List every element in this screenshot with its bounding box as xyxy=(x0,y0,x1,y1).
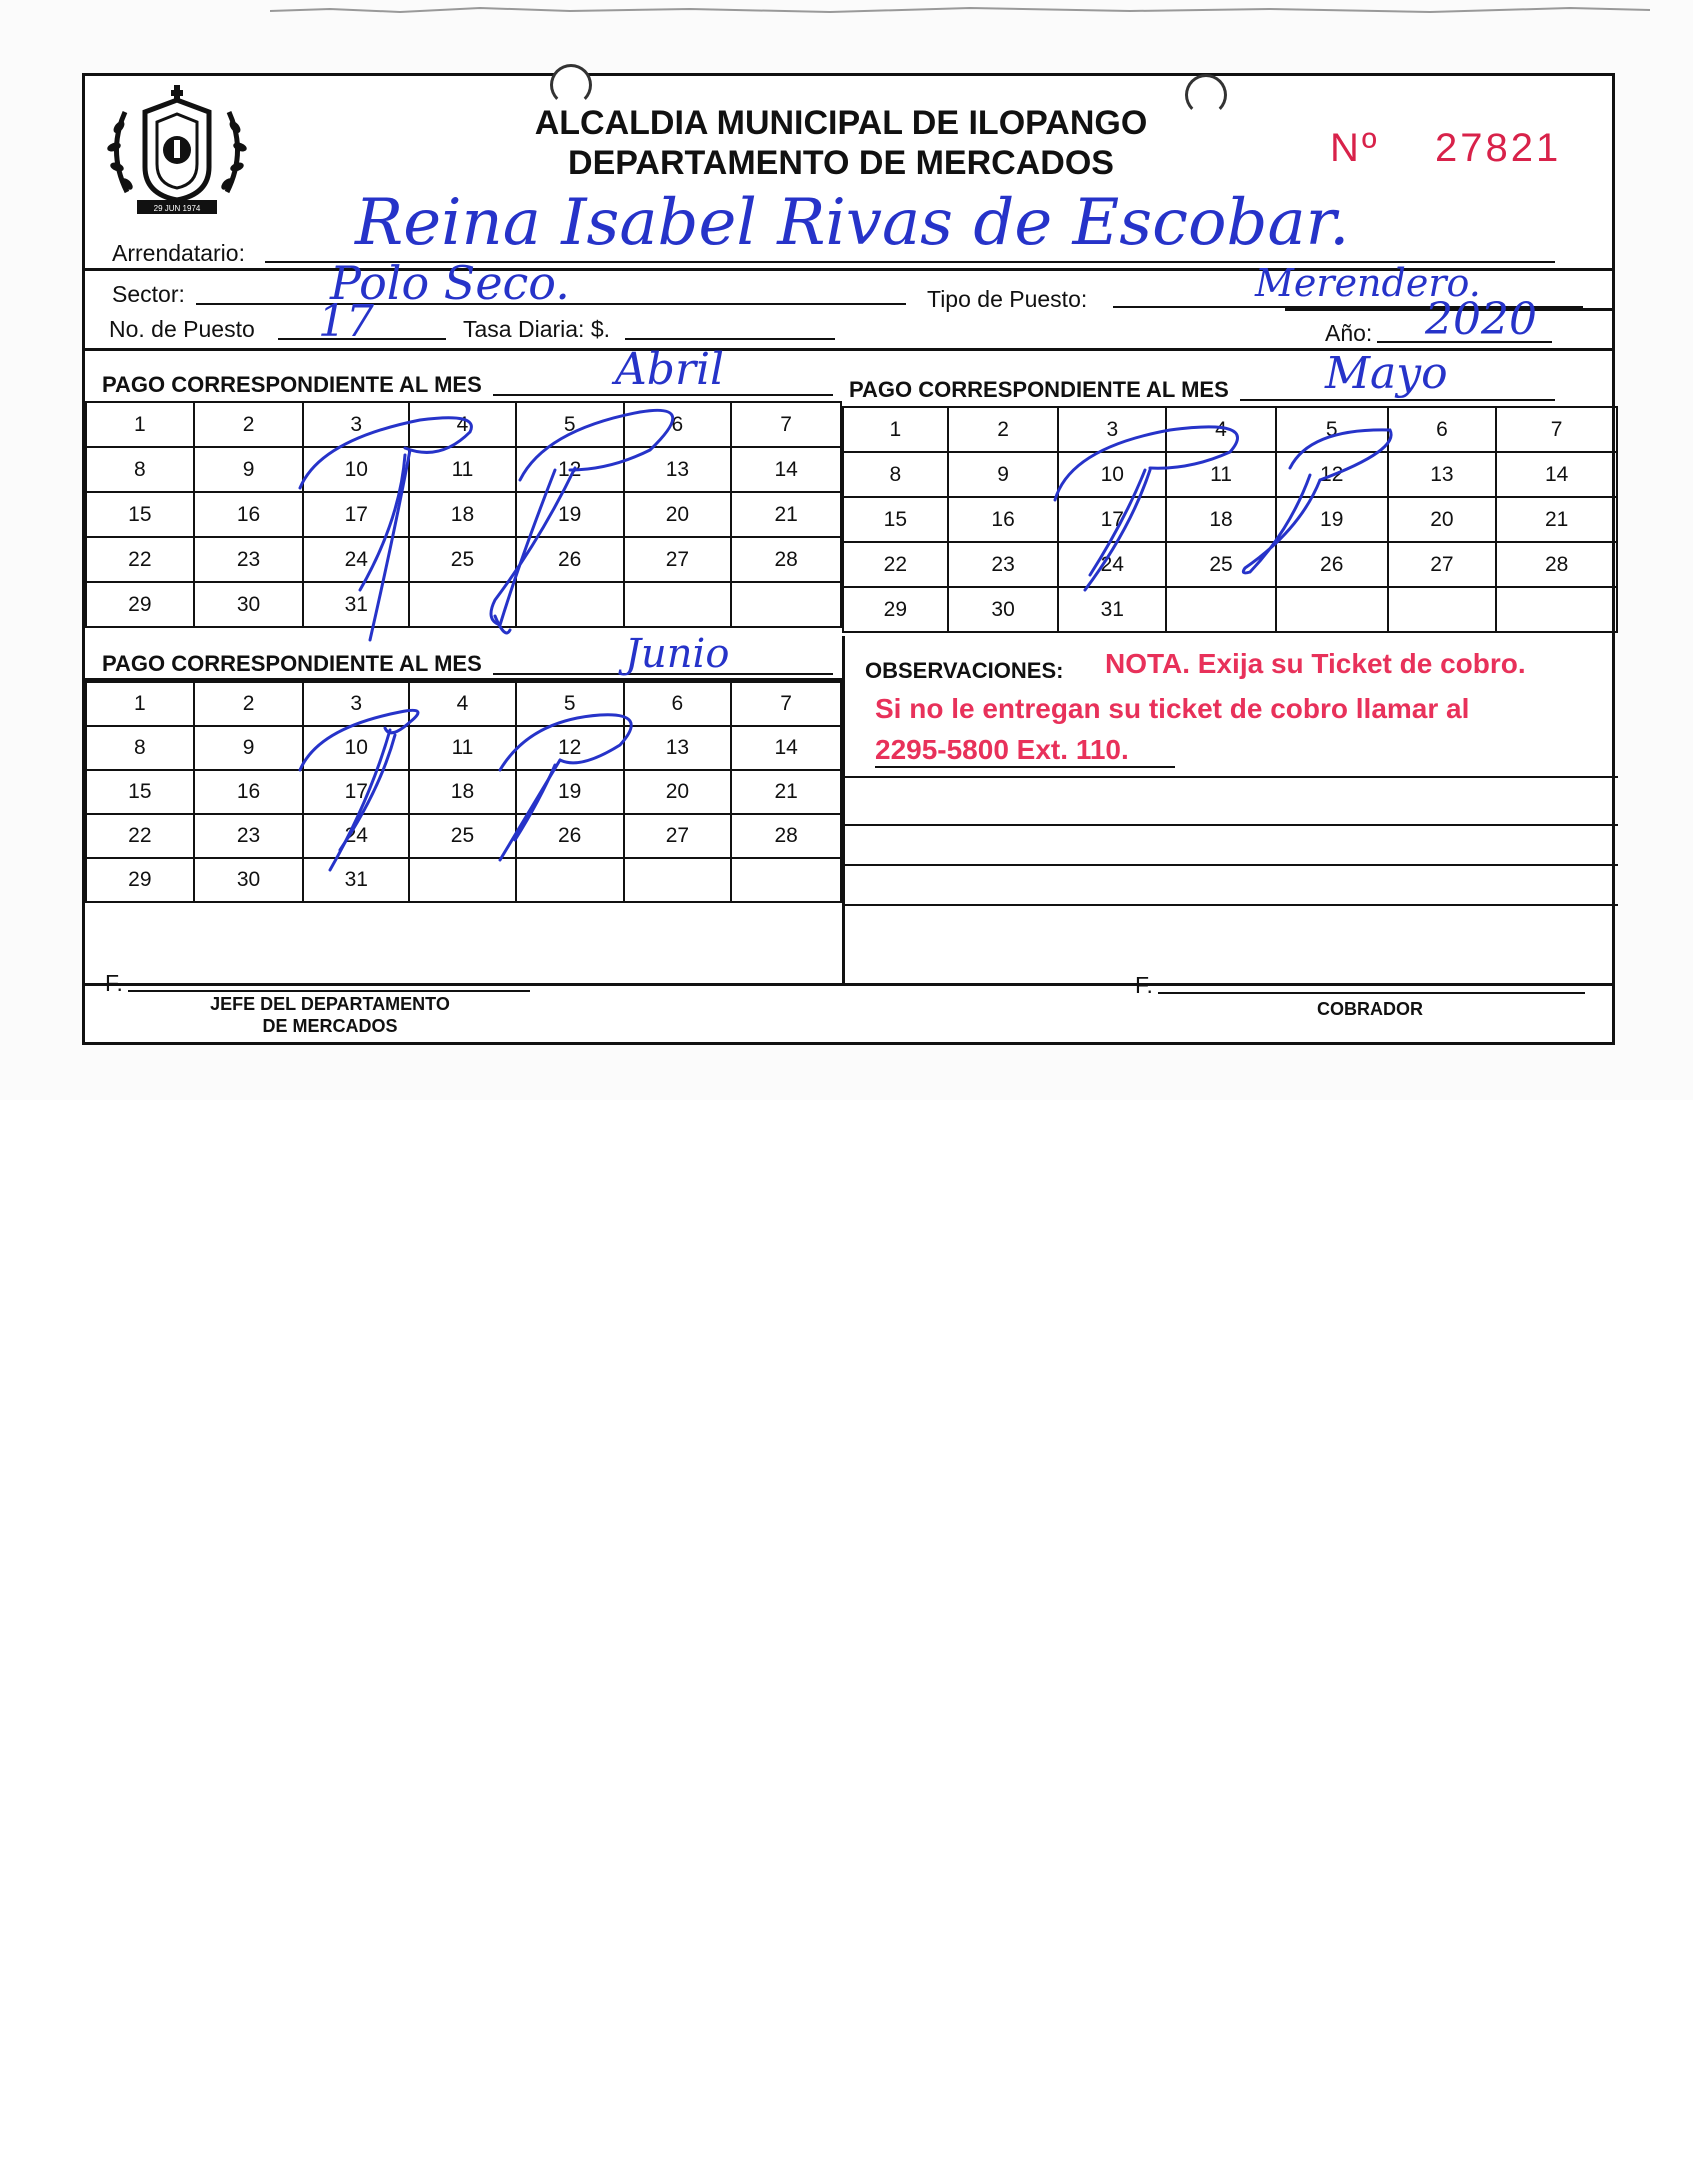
day-cell: 21 xyxy=(1496,497,1617,542)
day-cell: 5 xyxy=(1276,407,1388,452)
day-cell: 19 xyxy=(1276,497,1388,542)
day-cell: 6 xyxy=(624,402,732,447)
day-cell: 28 xyxy=(731,537,841,582)
day-cell: 17 xyxy=(303,770,409,814)
day-cell: 12 xyxy=(1276,452,1388,497)
day-cell: 22 xyxy=(86,537,194,582)
month-1-value: Abril xyxy=(615,344,725,395)
day-cell: 20 xyxy=(1388,497,1497,542)
day-cell: 16 xyxy=(194,770,304,814)
day-cell: 22 xyxy=(843,542,948,587)
day-cell: 24 xyxy=(303,814,409,858)
sector-label: Sector: xyxy=(112,281,185,307)
nota-line-3: 2295-5800 Ext. 110. xyxy=(875,734,1129,765)
day-cell: 16 xyxy=(948,497,1059,542)
month-3-label: PAGO CORRESPONDIENTE AL MES xyxy=(102,651,482,676)
day-cell: 24 xyxy=(1058,542,1166,587)
day-cell: 5 xyxy=(516,682,624,726)
day-cell: 9 xyxy=(194,447,304,492)
day-cell: 5 xyxy=(516,402,624,447)
day-cell: 15 xyxy=(86,492,194,537)
payment-mark xyxy=(300,418,471,488)
payment-mark xyxy=(1055,427,1238,500)
payment-mark xyxy=(370,450,410,640)
signature-left-prefix: F. xyxy=(105,970,123,996)
day-cell: 10 xyxy=(1058,452,1166,497)
payment-mark xyxy=(491,468,575,625)
day-cell: 14 xyxy=(1496,452,1617,497)
day-cell: 28 xyxy=(1496,542,1617,587)
tipo-puesto-label: Tipo de Puesto: xyxy=(927,286,1088,312)
day-cell: 9 xyxy=(948,452,1059,497)
day-cell: 20 xyxy=(624,492,732,537)
day-cell: 21 xyxy=(731,770,841,814)
day-cell: 19 xyxy=(516,770,624,814)
day-cell: 2 xyxy=(194,682,304,726)
day-cell: 30 xyxy=(948,587,1059,632)
title-line-2: DEPARTAMENTO DE MERCADOS xyxy=(568,144,1114,182)
day-cell: 20 xyxy=(624,770,732,814)
tipo-puesto-value: Merendero. xyxy=(1255,261,1481,305)
observaciones-label: OBSERVACIONES: xyxy=(865,658,1064,683)
day-cell: 16 xyxy=(194,492,304,537)
day-cell: 19 xyxy=(516,492,624,537)
day-cell: 17 xyxy=(1058,497,1166,542)
payment-mark xyxy=(300,710,418,770)
day-cell: 14 xyxy=(731,447,841,492)
day-cell: 26 xyxy=(1276,542,1388,587)
day-cell: 3 xyxy=(303,682,409,726)
day-cell: 26 xyxy=(516,814,624,858)
month-2-value: Mayo xyxy=(1325,348,1448,399)
day-cell: 29 xyxy=(86,582,194,627)
day-cell: 10 xyxy=(303,447,409,492)
payment-mark xyxy=(500,715,631,770)
day-cell: 7 xyxy=(1496,407,1617,452)
month-3-value: Junio xyxy=(625,631,730,677)
day-cell: 4 xyxy=(409,682,516,726)
day-cell: 23 xyxy=(948,542,1059,587)
day-cell: 11 xyxy=(409,447,516,492)
day-cell: 13 xyxy=(624,726,732,770)
puesto-value: 17 xyxy=(318,296,374,347)
day-cell: 2 xyxy=(194,402,304,447)
day-cell: 26 xyxy=(516,537,624,582)
day-cell: 1 xyxy=(843,407,948,452)
day-cell: 8 xyxy=(86,447,194,492)
day-cell: 3 xyxy=(1058,407,1166,452)
day-cell: 27 xyxy=(1388,542,1497,587)
day-cell: 9 xyxy=(194,726,304,770)
day-cell: 25 xyxy=(409,537,516,582)
month-2-label: PAGO CORRESPONDIENTE AL MES xyxy=(849,377,1229,402)
day-cell: 29 xyxy=(86,858,194,902)
tasa-diaria-label: Tasa Diaria: $. xyxy=(463,316,611,342)
anio-value: 2020 xyxy=(1425,294,1537,345)
day-cell: 6 xyxy=(1388,407,1497,452)
payment-mark xyxy=(1290,430,1391,480)
puesto-label: No. de Puesto xyxy=(109,316,255,342)
day-cell: 21 xyxy=(731,492,841,537)
day-cell: 17 xyxy=(303,492,409,537)
day-cell: 28 xyxy=(731,814,841,858)
day-cell: 31 xyxy=(303,582,409,627)
day-cell: 7 xyxy=(731,682,841,726)
day-cell: 6 xyxy=(624,682,732,726)
payment-mark xyxy=(520,410,673,480)
day-cell: 10 xyxy=(303,726,409,770)
payment-mark xyxy=(360,455,405,590)
day-cell: 1 xyxy=(86,682,194,726)
seal-text: 29 JUN 1974 xyxy=(153,204,201,213)
day-cell: 13 xyxy=(624,447,732,492)
day-cell: 29 xyxy=(843,587,948,632)
day-cell: 4 xyxy=(409,402,516,447)
day-cell: 30 xyxy=(194,858,304,902)
day-cell: 31 xyxy=(1058,587,1166,632)
arrendatario-label: Arrendatario: xyxy=(112,240,245,266)
month-1-label: PAGO CORRESPONDIENTE AL MES xyxy=(102,372,482,397)
signature-right-prefix: F. xyxy=(1135,972,1153,998)
day-cell: 18 xyxy=(409,492,516,537)
day-cell: 2 xyxy=(948,407,1059,452)
day-cell: 27 xyxy=(624,537,732,582)
day-cell: 8 xyxy=(843,452,948,497)
anio-label: Año: xyxy=(1325,320,1373,346)
title-line-1: ALCALDIA MUNICIPAL DE ILOPANGO xyxy=(534,104,1148,142)
payment-mark xyxy=(1243,475,1320,573)
day-cell: 30 xyxy=(194,582,304,627)
day-cell: 8 xyxy=(86,726,194,770)
arrendatario-value: Reina Isabel Rivas de Escobar. xyxy=(355,186,1350,260)
payment-mark xyxy=(1090,470,1145,575)
signature-left-title-1: JEFE DEL DEPARTAMENTO xyxy=(210,994,450,1014)
day-cell: 12 xyxy=(516,726,624,770)
day-cell: 11 xyxy=(1166,452,1276,497)
day-cell: 3 xyxy=(303,402,409,447)
day-cell: 25 xyxy=(409,814,516,858)
day-cell: 14 xyxy=(731,726,841,770)
day-cell: 13 xyxy=(1388,452,1497,497)
sector-value: Polo Seco. xyxy=(330,256,570,310)
day-cell: 24 xyxy=(303,537,409,582)
day-cell: 12 xyxy=(516,447,624,492)
day-cell: 11 xyxy=(409,726,516,770)
day-cell: 25 xyxy=(1166,542,1276,587)
day-cell: 23 xyxy=(194,814,304,858)
day-cell: 18 xyxy=(409,770,516,814)
nota-line-2: Si no le entregan su ticket de cobro llamar al xyxy=(875,693,1470,724)
signature-right-title: COBRADOR xyxy=(1317,999,1423,1019)
day-cell: 22 xyxy=(86,814,194,858)
form-number: 27821 xyxy=(1435,126,1562,170)
form-number-label: Nº xyxy=(1330,126,1380,170)
day-cell: 1 xyxy=(86,402,194,447)
day-cell: 4 xyxy=(1166,407,1276,452)
day-cell: 23 xyxy=(194,537,304,582)
day-cell: 15 xyxy=(86,770,194,814)
nota-line-1: NOTA. Exija su Ticket de cobro. xyxy=(1105,648,1526,679)
day-cell: 31 xyxy=(303,858,409,902)
day-cell: 27 xyxy=(624,814,732,858)
signature-left-title-2: DE MERCADOS xyxy=(262,1016,398,1036)
day-cell: 7 xyxy=(731,402,841,447)
day-cell: 15 xyxy=(843,497,948,542)
day-cell: 18 xyxy=(1166,497,1276,542)
